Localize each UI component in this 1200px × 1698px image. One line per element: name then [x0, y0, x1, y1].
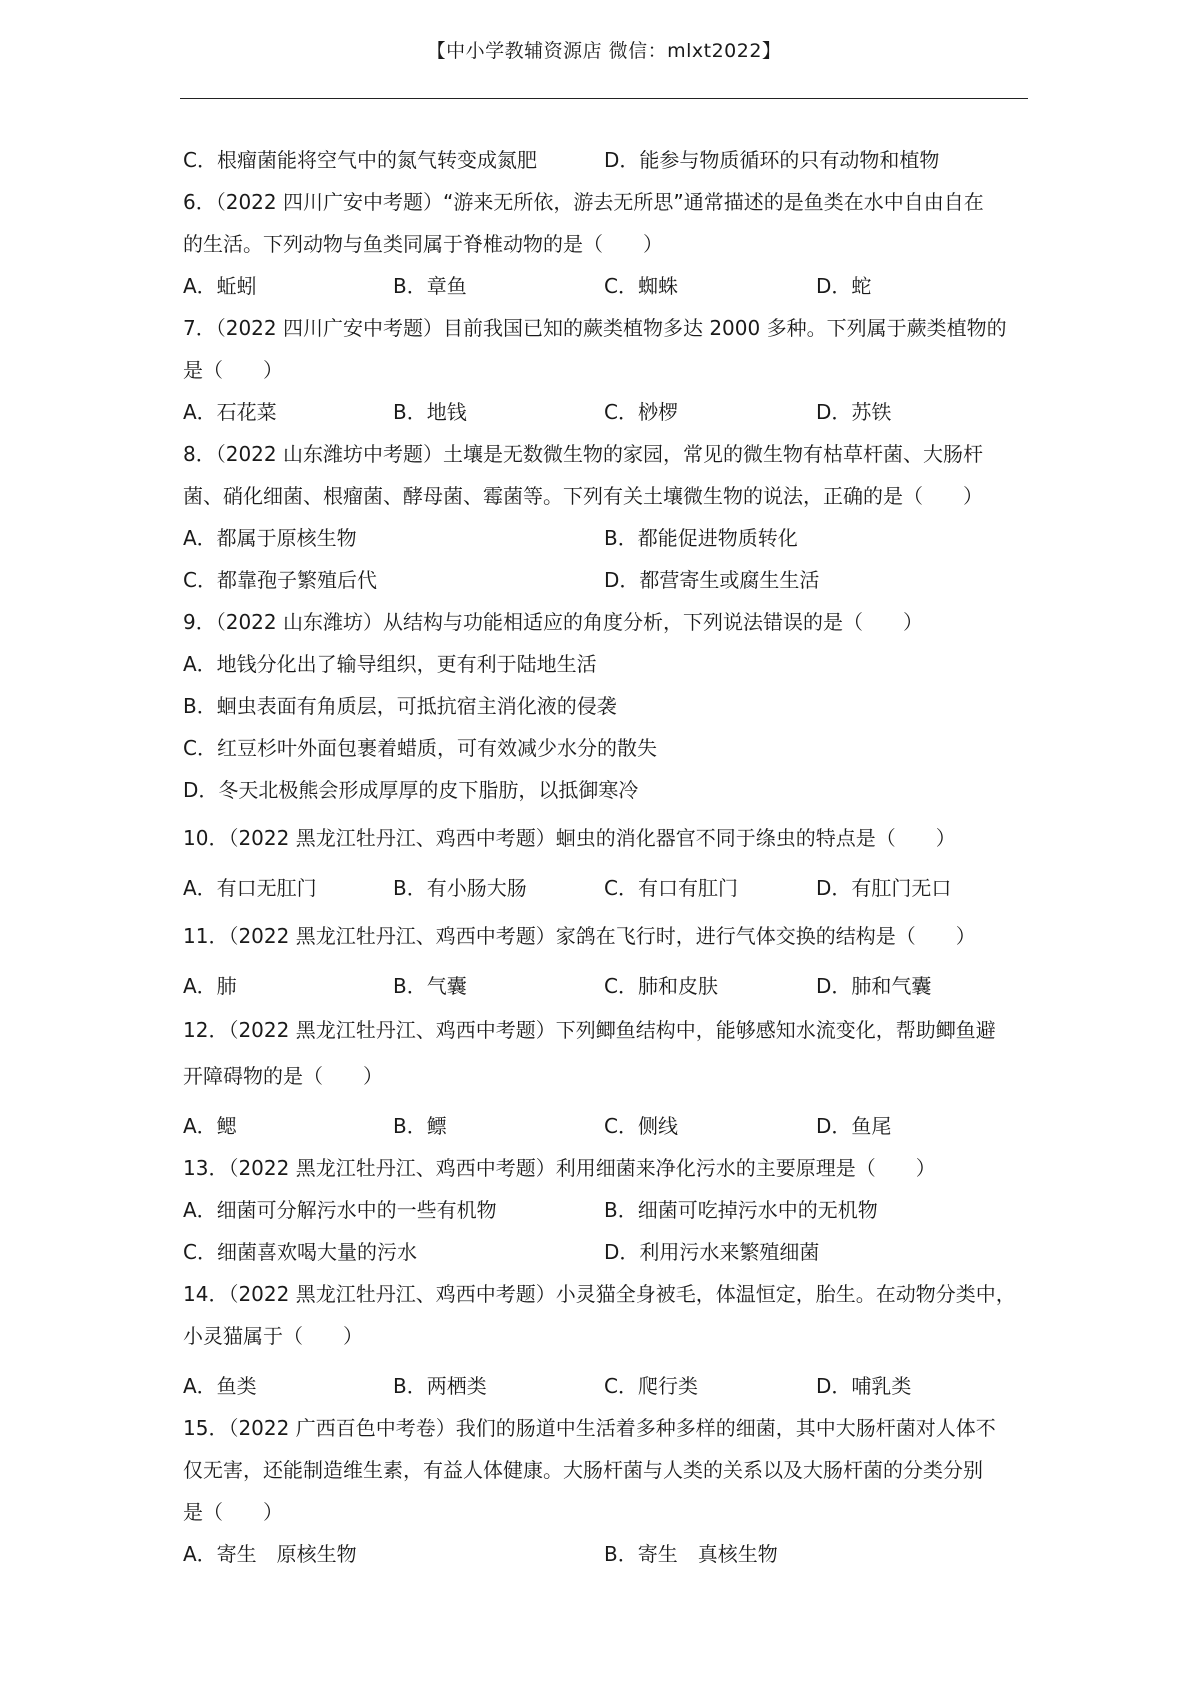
q11-option-a: A．肺 — [183, 974, 237, 998]
q7-option-d: D．苏铁 — [816, 400, 892, 424]
q7-option-c: C．桫椤 — [604, 400, 678, 424]
q14-stem-line-1: 14．（2022 黑龙江牡丹江、鸡西中考题）小灵猫全身被毛，体温恒定，胎生。在动物分类中， — [183, 1282, 1016, 1306]
page-header: 【中小学教辅资源店 微信：mlxt2022】 — [426, 40, 782, 62]
q6-option-c: C．蜘蛛 — [604, 274, 678, 298]
q15-option-b: B．寄生 真核生物 — [604, 1542, 778, 1566]
q15-stem-line-3: 是（ ） — [183, 1500, 283, 1524]
q12-option-b: B．鳔 — [393, 1114, 447, 1138]
q11-option-c: C．肺和皮肤 — [604, 974, 718, 998]
q9-stem: 9．（2022 山东潍坊）从结构与功能相适应的角度分析，下列说法错误的是（ ） — [183, 610, 923, 634]
q6-option-a: A．蚯蚓 — [183, 274, 257, 298]
q8-option-a: A．都属于原核生物 — [183, 526, 357, 550]
q12-stem-line-2: 开障碍物的是（ ） — [183, 1064, 383, 1088]
q14-option-d: D．哺乳类 — [816, 1374, 912, 1398]
q6-option-d: D．蛇 — [816, 274, 872, 298]
q8-stem-line-1: 8．（2022 山东潍坊中考题）土壤是无数微生物的家园，常见的微生物有枯草杆菌、大肠杆 — [183, 442, 983, 466]
q14-option-c: C．爬行类 — [604, 1374, 698, 1398]
q10-option-c: C．有口有肛门 — [604, 876, 738, 900]
q10-stem: 10．（2022 黑龙江牡丹江、鸡西中考题）蛔虫的消化器官不同于绦虫的特点是（ ） — [183, 826, 956, 850]
q9-option-d: D．冬天北极熊会形成厚厚的皮下脂肪，以抵御寒冷 — [183, 778, 639, 802]
q14-option-a: A．鱼类 — [183, 1374, 257, 1398]
q8-stem-line-2: 菌、硝化细菌、根瘤菌、酵母菌、霉菌等。下列有关土壤微生物的说法，正确的是（ ） — [183, 484, 983, 508]
q10-option-d: D．有肛门无口 — [816, 876, 952, 900]
q8-option-c: C．都靠孢子繁殖后代 — [183, 568, 377, 592]
q7-option-a: A．石花菜 — [183, 400, 277, 424]
q15-option-a: A．寄生 原核生物 — [183, 1542, 357, 1566]
q12-stem-line-1: 12．（2022 黑龙江牡丹江、鸡西中考题）下列鲫鱼结构中，能够感知水流变化，帮助鲫鱼避 — [183, 1018, 996, 1042]
q11-option-d: D．肺和气囊 — [816, 974, 932, 998]
q13-option-b: B．细菌可吃掉污水中的无机物 — [604, 1198, 878, 1222]
q7-option-b: B．地钱 — [393, 400, 467, 424]
q13-option-d: D．利用污水来繁殖细菌 — [604, 1240, 820, 1264]
q12-option-a: A．鳃 — [183, 1114, 237, 1138]
q9-option-c: C．红豆杉叶外面包裹着蜡质，可有效减少水分的散失 — [183, 736, 657, 760]
q13-option-c: C．细菌喜欢喝大量的污水 — [183, 1240, 417, 1264]
q9-option-a: A．地钱分化出了输导组织，更有利于陆地生活 — [183, 652, 597, 676]
q14-option-b: B．两栖类 — [393, 1374, 487, 1398]
q7-stem-line-1: 7．（2022 四川广安中考题）目前我国已知的蕨类植物多达 2000 多种。下列属于蕨类植物的 — [183, 316, 1007, 340]
q8-option-d: D．都营寄生或腐生生活 — [604, 568, 820, 592]
q12-option-d: D．鱼尾 — [816, 1114, 892, 1138]
q15-stem-line-2: 仅无害，还能制造维生素，有益人体健康。大肠杆菌与人类的关系以及大肠杆菌的分类分别 — [183, 1458, 983, 1482]
q6-stem-line-2: 的生活。下列动物与鱼类同属于脊椎动物的是（ ） — [183, 232, 663, 256]
q10-option-b: B．有小肠大肠 — [393, 876, 527, 900]
q12-option-c: C．侧线 — [604, 1114, 678, 1138]
q13-stem: 13．（2022 黑龙江牡丹江、鸡西中考题）利用细菌来净化污水的主要原理是（ ） — [183, 1156, 936, 1180]
q15-stem-line-1: 15．（2022 广西百色中考卷）我们的肠道中生活着多种多样的细菌，其中大肠杆菌对人体不 — [183, 1416, 996, 1440]
q11-option-b: B．气囊 — [393, 974, 467, 998]
q8-option-b: B．都能促进物质转化 — [604, 526, 798, 550]
q6-stem-line-1: 6．（2022 四川广安中考题）“游来无所依，游去无所思”通常描述的是鱼类在水中自由自在 — [183, 190, 984, 214]
q6-option-b: B．章鱼 — [393, 274, 467, 298]
q9-option-b: B．蛔虫表面有角质层，可抵抗宿主消化液的侵袭 — [183, 694, 617, 718]
q5-option-d: D．能参与物质循环的只有动物和植物 — [604, 148, 940, 172]
q5-option-c: C．根瘤菌能将空气中的氮气转变成氮肥 — [183, 148, 537, 172]
header-divider — [180, 98, 1028, 99]
q14-stem-line-2: 小灵猫属于（ ） — [183, 1324, 363, 1348]
q11-stem: 11．（2022 黑龙江牡丹江、鸡西中考题）家鸽在飞行时，进行气体交换的结构是（ ） — [183, 924, 976, 948]
q13-option-a: A．细菌可分解污水中的一些有机物 — [183, 1198, 497, 1222]
q10-option-a: A．有口无肛门 — [183, 876, 317, 900]
q7-stem-line-2: 是（ ） — [183, 358, 283, 382]
